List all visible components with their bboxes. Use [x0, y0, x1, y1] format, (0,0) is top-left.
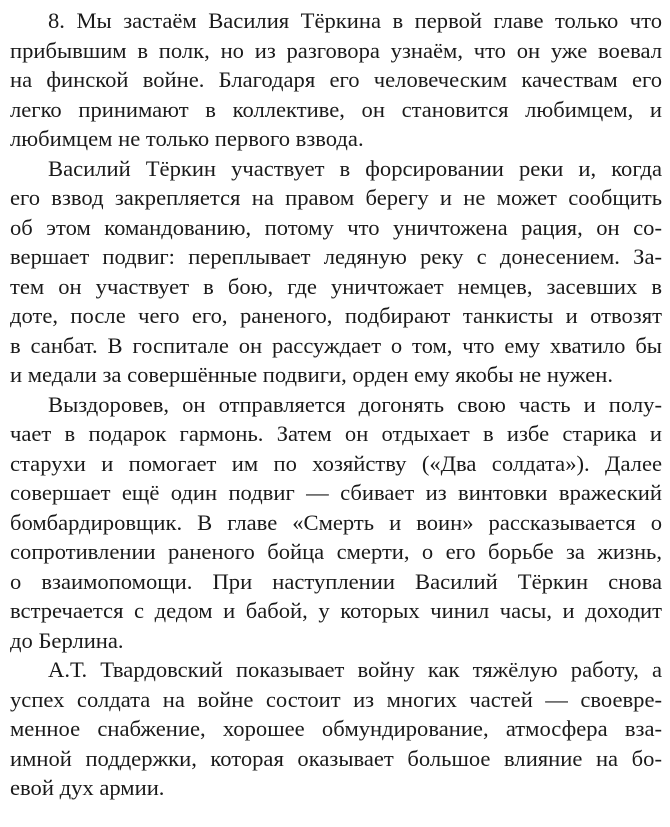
- paragraph-4: [10, 655, 662, 803]
- text-line: доте, после чего его, раненого, подбирают танкисты и отвозят: [10, 303, 662, 328]
- text-line: 8. Мы застаём Василия Тёркина в первой главе только что: [48, 8, 662, 33]
- text-line: вершает подвиг: переплывает ледяную реку с донесением. За-: [10, 244, 662, 269]
- text-line: в санбат. В госпитале он рассуждает о том, что ему хватило бы: [10, 332, 662, 358]
- paragraph-2: [10, 154, 662, 390]
- text-line: чает в подарок гармонь. Затем он отдыхает в избе старика и: [10, 421, 662, 446]
- text-line: любимцем не только первого взвода.: [10, 126, 364, 151]
- document-page: [10, 6, 662, 803]
- text-line: встречается с дедом и бабой, у которых чинил часы, и доходит: [10, 598, 662, 623]
- text-line: до Берлина.: [10, 627, 124, 653]
- text-line: успех солдата на войне состоит из многих частей — своевре-: [10, 686, 662, 712]
- paragraph-3: [10, 390, 662, 656]
- text-line: об этом командованию, потому что уничтожена рация, он со-: [10, 214, 662, 240]
- text-line: евой дух армии.: [10, 775, 165, 800]
- text-line: его взвод закрепляется на правом берегу и не может сообщить: [10, 185, 662, 210]
- text-line: бомбардировщик. В главе «Смерть и воин» рассказывается о: [10, 509, 662, 535]
- text-line: прибывшим в полк, но из разговора узнаём, что он уже воевал: [10, 37, 662, 63]
- text-line: менное снабжение, хорошее обмундирование, атмосфера вза-: [10, 716, 662, 741]
- text-line: А.Т. Твардовский показывает войну как тяжёлую работу, а: [48, 657, 662, 682]
- text-line: о взаимопомощи. При наступлении Василий Тёркин снова: [10, 568, 662, 594]
- text-line: совершает ещё один подвиг — сбивает из винтовки вражеский: [10, 480, 662, 505]
- text-line: тем он участвует в бою, где уничтожает немцев, засевших в: [10, 273, 662, 299]
- text-line: Василий Тёркин участвует в форсировании реки и, когда: [48, 155, 662, 181]
- text-line: на финской войне. Благодаря его человеческим качествам его: [10, 67, 662, 92]
- text-line: старухи и помогает им по хозяйству («Два солдата»). Далее: [10, 450, 662, 476]
- text-line: сопротивлении раненого бойца смерти, о его борьбе за жизнь,: [10, 539, 662, 564]
- text-line: Выздоровев, он отправляется догонять свою часть и полу-: [48, 391, 662, 417]
- text-line: легко принимают в коллективе, он становится любимцем, и: [10, 96, 662, 122]
- paragraph-1: [10, 6, 662, 154]
- text-line: и медали за совершённые подвиги, орден ему якобы не нужен.: [10, 362, 614, 387]
- text-line: имной поддержки, которая оказывает большое влияние на бо-: [10, 745, 662, 771]
